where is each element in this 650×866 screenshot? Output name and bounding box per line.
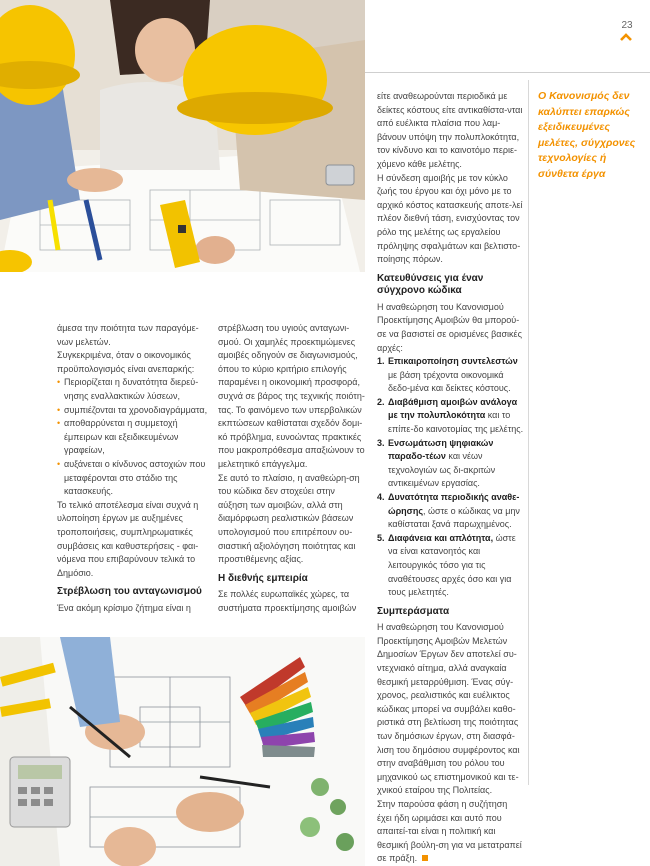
section-heading: Στρέβλωση του ανταγωνισμού — [57, 586, 202, 598]
paragraph: Η αναθεώρηση του Κανονισμού Προεκτίμησης Αμοιβών θα μπορού-σε να βασιστεί σε ορισμένες βασικές αρχές: — [377, 301, 522, 353]
paragraph: άμεσα την ποιότητα των παραγόμε-νων μελετών. — [57, 323, 199, 347]
list-item: 1. Επικαιροποίηση συντελεστών με βάση τρέχοντα οικονομικά δεδο-μένα και δείκτες κόστους. — [377, 356, 518, 394]
section-heading: Κατευθύνσεις για έναν σύγχρονο κώδικα — [377, 272, 484, 297]
header-divider — [365, 72, 650, 73]
page-number: 23 — [621, 20, 633, 31]
paragraph: Η σύνδεση αμοιβής με τον κύκλο ζωής του έργου και όχι μόνο με το αρχικό κόστος κατασκευής αποτε-λεί πλέον διεθνή τάση, ενισχύοντας τον ρόλο της μελέτης ως εργαλείου πρόληψης σφαλμάτων και βελτιστο-ποίησης πόρων. — [377, 172, 523, 265]
list-item: • αποθαρρύνεται η συμμετοχή έμπειρων και εξειδικευμένων γραφείων, — [57, 417, 209, 458]
principles-list — [377, 355, 524, 600]
paragraph: Ένα ακόμη κρίσιμο ζήτημα είναι η — [57, 602, 191, 613]
paragraph: Συγκεκριμένα, όταν ο οικονομικός προϋπολογισμός είναι ανεπαρκής: — [57, 350, 195, 374]
paragraph: Σε αυτό το πλαίσιο, η αναθεώρη-ση του κώδικα δεν στοχεύει στην αύξηση των αμοιβών, αλλά στη διαμόρφωση ρεαλιστικών βάσεων υπολογισμού που επιτρέπουν ου-σιαστική αξιολόγηση ποιότητας και προστιθέμενης αξίας. — [218, 472, 360, 565]
list-item: 3. Ενσωμάτωση ψηφιακών παραδο-τέων και νέων τεχνολογιών ως δι-ακριτών αντικειμένων εργασίας. — [377, 437, 496, 489]
list-item: 2. Διαβάθμιση αμοιβών ανάλογα με την πολυπλοκότητα και το επίπε-δο καινοτομίας της μελέτης. — [377, 396, 524, 435]
list-item: • συμπιέζονται τα χρονοδιαγράμματα, — [57, 404, 209, 418]
photo-blueprints-swatches — [0, 637, 365, 866]
photo-engineers-hardhats — [0, 0, 365, 272]
paragraph: Σε πολλές ευρωπαϊκές χώρες, τα συστήματα προεκτίμησης αμοιβών — [218, 589, 357, 613]
list-item: 5. Διαφάνεια και απλότητα, ώστε να είναι κατανοητός και λειτουργικός τόσο για τις αναθέτουσες αρχές όσο και για τους μελετητές. — [377, 532, 516, 598]
paragraph: Το τελικό αποτέλεσμα είναι συχνά η υλοποίηση έργων με αυξημένες τροποποιήσεις, συμπληρωματικές συμβάσεις και καθυστερήσεις - φαι-νόμενα που επιβαρύνουν τελικά το Δημόσιο. — [57, 499, 199, 578]
column-divider — [528, 80, 529, 785]
chevron-up-icon — [619, 32, 633, 42]
text-column-2 — [218, 322, 366, 615]
paragraph: στρέβλωση του υγιούς ανταγωνι-σμού. Οι χαμηλές προεκτιμώμενες αμοιβές οδηγούν σε διαγωνισμούς, όπου το κύριο κριτήριο επιλογής παραμένει η οικονομική προσφορά, συχνά σε βάρος της τεχνικής ποιότη-τας. Το φαινόμενο των υπερβολικών εκπτώσεων καθίσταται σχεδόν δομι-κό πρόβλημα, ευνοώντας πρακτικές που μακροπρόθεσμα απαξιώνουν το μελετητικό επάγγελμα. — [218, 323, 365, 469]
section-heading: Η διεθνής εμπειρία — [218, 572, 308, 584]
end-mark-icon — [422, 855, 428, 861]
bullet-list — [57, 376, 209, 498]
list-item: • αυξάνεται ο κίνδυνος αστοχιών που μεταφέρονται στο στάδιο της κατασκευής. — [57, 458, 209, 499]
list-item: • Περιορίζεται η δυνατότητα διερεύ-νησης εναλλακτικών λύσεων, — [57, 376, 209, 403]
paragraph: είτε αναθεωρούνται περιοδικά με δείκτες κόστους είτε αντικαθίστα-νται από ευέλικτα πλαίσια που λαμ-βάνουν υπόψη την πολυπλοκότητα, τον κίνδυνο και το καινοτόμο περιε-χόμενο κάθε μελέτης. — [377, 91, 523, 169]
text-column-3 — [377, 90, 524, 866]
paragraph: Η αναθεώρηση του Κανονισμού Προεκτίμησης Αμοιβών Μελετών Δημοσίων Έργων δεν αποτελεί συ-ντεχνιακό αίτημα, αλλά αναγκαία θεσμική μεταρρύθμιση. Ένας σύγ-χρονος, ρεαλιστικός και ευέλικτος κώδικας μπορεί να συμβάλει καθο-ριστικά στη βελτίωση της ποιότητας των δημόσιων έργων, στη διασφά-λιση του δημόσιου συμφέροντος και στην αναβάθμιση του ρόλου του μηχανικού ως επιστημονικού και τε-χνικού εταίρου της Πολιτείας. — [377, 622, 520, 796]
pull-quote: Ο Κανονισμός δεν καλύπτει επαρκώς εξειδικευμένες μελέτες, σύγχρονες τεχνολογίες ή σύνθετα έργα — [538, 90, 636, 180]
text-column-1 — [57, 322, 209, 615]
list-item: 4. Δυνατότητα περιοδικής αναθε-ώρησης, ώστε ο κώδικας να μην καθίσταται ξανά παρωχημένος. — [377, 492, 520, 530]
paragraph — [377, 798, 524, 866]
paragraph-text: Στην παρούσα φάση η συζήτηση έχει ήδη ωριμάσει και αυτό που απαιτεί-ται είναι η πολιτική και θεσμική βούλη-ση για να μετατραπεί σε πράξη. — [377, 799, 522, 864]
section-heading: Συμπεράσματα — [377, 605, 450, 617]
